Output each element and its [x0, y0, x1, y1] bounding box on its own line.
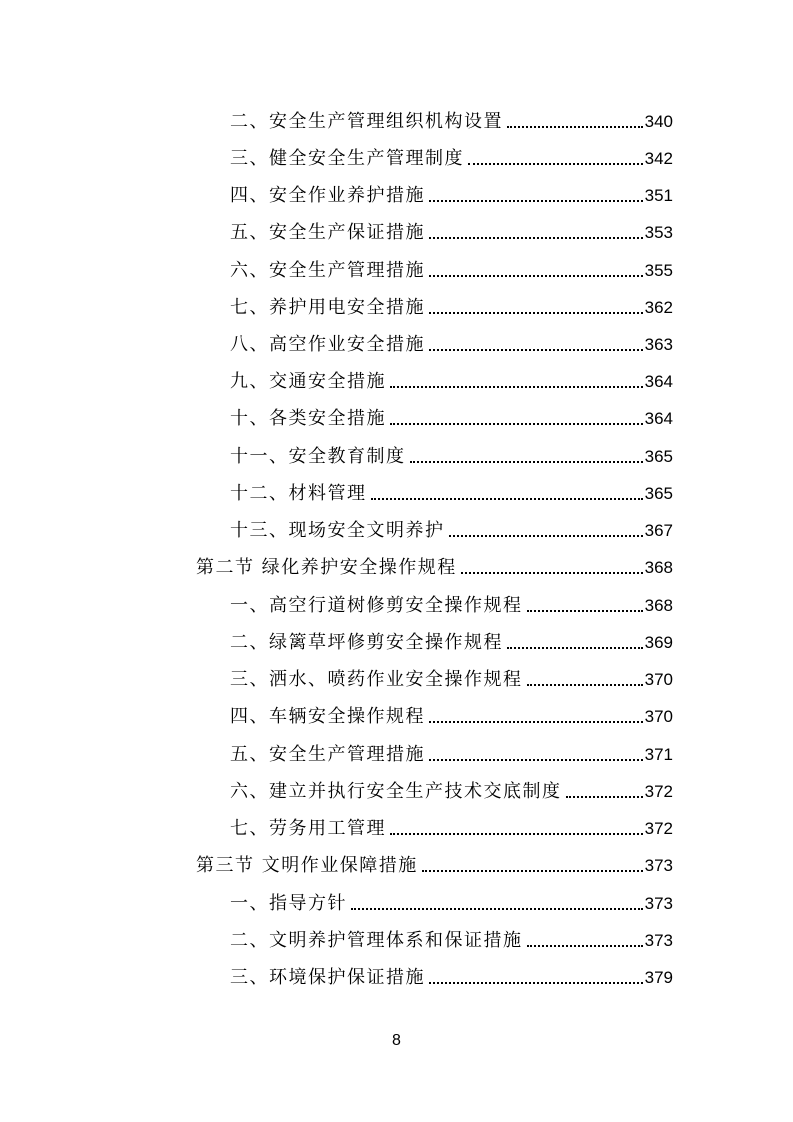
toc-entry-title: 二、安全生产管理组织机构设置	[230, 111, 503, 132]
toc-section-entry[interactable]	[196, 550, 673, 580]
toc-entry-page: 370	[644, 670, 673, 689]
toc-entry[interactable]	[230, 513, 673, 543]
toc-dot-leader	[429, 312, 643, 314]
toc-entry-page: 364	[644, 409, 673, 428]
toc-entry[interactable]	[230, 178, 673, 208]
toc-entry-page: 368	[644, 558, 673, 577]
toc-dot-leader	[429, 200, 643, 202]
toc-entry-page: 364	[644, 372, 673, 391]
toc-entry-title: 三、洒水、喷药作业安全操作规程	[230, 669, 523, 690]
toc-dot-leader	[429, 349, 643, 351]
toc-entry[interactable]	[230, 104, 673, 134]
toc-entry-title: 五、安全生产管理措施	[230, 744, 425, 765]
toc-entry-title: 八、高空作业安全措施	[230, 334, 425, 355]
toc-entry-title: 十、各类安全措施	[230, 408, 386, 429]
toc-entry[interactable]	[230, 960, 673, 990]
toc-dot-leader	[429, 982, 643, 984]
toc-dot-leader	[429, 759, 643, 761]
toc-entry-title: 十二、材料管理	[230, 483, 367, 504]
toc-entry[interactable]	[230, 215, 673, 245]
toc-entry-page: 351	[644, 186, 673, 205]
toc-entry-title: 三、环境保护保证措施	[230, 967, 425, 988]
toc-entry-title: 一、指导方针	[230, 893, 347, 914]
toc-entry-title: 三、健全安全生产管理制度	[230, 148, 464, 169]
toc-dot-leader	[566, 796, 643, 798]
toc-entry-page: 369	[644, 633, 673, 652]
toc-dot-leader	[390, 833, 643, 835]
toc-entry[interactable]	[230, 327, 673, 357]
toc-entry[interactable]	[230, 774, 673, 804]
toc-dot-leader	[351, 908, 643, 910]
toc-entry-title: 二、文明养护管理体系和保证措施	[230, 930, 523, 951]
toc-entry-title: 四、安全作业养护措施	[230, 185, 425, 206]
toc-entry[interactable]	[230, 476, 673, 506]
toc-dot-leader	[429, 721, 643, 723]
toc-dot-leader	[429, 275, 643, 277]
toc-entry-page: 367	[644, 521, 673, 540]
toc-entry-page: 362	[644, 298, 673, 317]
toc-entry-title: 第三节 文明作业保障措施	[196, 855, 418, 876]
toc-entry[interactable]	[230, 625, 673, 655]
toc-dot-leader	[527, 684, 643, 686]
toc-entry[interactable]	[230, 737, 673, 767]
toc-entry[interactable]	[230, 439, 673, 469]
toc-entry-title: 六、建立并执行安全生产技术交底制度	[230, 781, 562, 802]
toc-entry[interactable]	[230, 364, 673, 394]
toc-entry-title: 七、养护用电安全措施	[230, 297, 425, 318]
page-number: 8	[392, 1032, 401, 1049]
toc-dot-leader	[390, 386, 643, 388]
toc-entry-page: 379	[644, 968, 673, 987]
toc-entry-title: 一、高空行道树修剪安全操作规程	[230, 595, 523, 616]
toc-entry[interactable]	[230, 811, 673, 841]
toc-dot-leader	[429, 237, 643, 239]
toc-section-entry[interactable]	[196, 848, 673, 878]
toc-dot-leader	[527, 610, 643, 612]
toc-entry-page: 371	[644, 745, 673, 764]
toc-entry-title: 九、交通安全措施	[230, 371, 386, 392]
toc-entry[interactable]	[230, 886, 673, 916]
toc-dot-leader	[371, 498, 643, 500]
toc-entry-page: 340	[644, 112, 673, 131]
toc-entry-page: 355	[644, 261, 673, 280]
toc-entry[interactable]	[230, 253, 673, 283]
toc-entry[interactable]	[230, 141, 673, 171]
toc-dot-leader	[468, 163, 643, 165]
toc-entry-page: 368	[644, 596, 673, 615]
toc-entry-title: 第二节 绿化养护安全操作规程	[196, 557, 457, 578]
toc-entry[interactable]	[230, 401, 673, 431]
toc-entry-title: 六、安全生产管理措施	[230, 260, 425, 281]
toc-entry-page: 363	[644, 335, 673, 354]
toc-entry-page: 342	[644, 149, 673, 168]
toc-entry-page: 370	[644, 707, 673, 726]
toc-dot-leader	[449, 535, 643, 537]
toc-entry-page: 373	[644, 931, 673, 950]
toc-entry-page: 365	[644, 447, 673, 466]
toc-entry-page: 365	[644, 484, 673, 503]
toc-entry-page: 372	[644, 819, 673, 838]
toc-entry[interactable]	[230, 588, 673, 618]
toc-entry-title: 十三、现场安全文明养护	[230, 520, 445, 541]
toc-entry-title: 二、绿篱草坪修剪安全操作规程	[230, 632, 503, 653]
toc-entry-page: 373	[644, 856, 673, 875]
toc-entry-page: 353	[644, 223, 673, 242]
toc-entry[interactable]	[230, 290, 673, 320]
toc-entry-title: 七、劳务用工管理	[230, 818, 386, 839]
toc-entry-page: 373	[644, 894, 673, 913]
toc-dot-leader	[422, 870, 643, 872]
toc-dot-leader	[527, 945, 643, 947]
toc-entry[interactable]	[230, 699, 673, 729]
toc-dot-leader	[390, 423, 643, 425]
toc-dot-leader	[410, 461, 643, 463]
toc-dot-leader	[507, 126, 643, 128]
toc-entry-page: 372	[644, 782, 673, 801]
toc-entry-title: 五、安全生产保证措施	[230, 222, 425, 243]
toc-entry[interactable]	[230, 923, 673, 953]
toc-entry[interactable]	[230, 662, 673, 692]
toc-dot-leader	[507, 647, 643, 649]
toc-dot-leader	[461, 572, 643, 574]
toc-entry-title: 四、车辆安全操作规程	[230, 706, 425, 727]
toc-entry-title: 十一、安全教育制度	[230, 446, 406, 467]
